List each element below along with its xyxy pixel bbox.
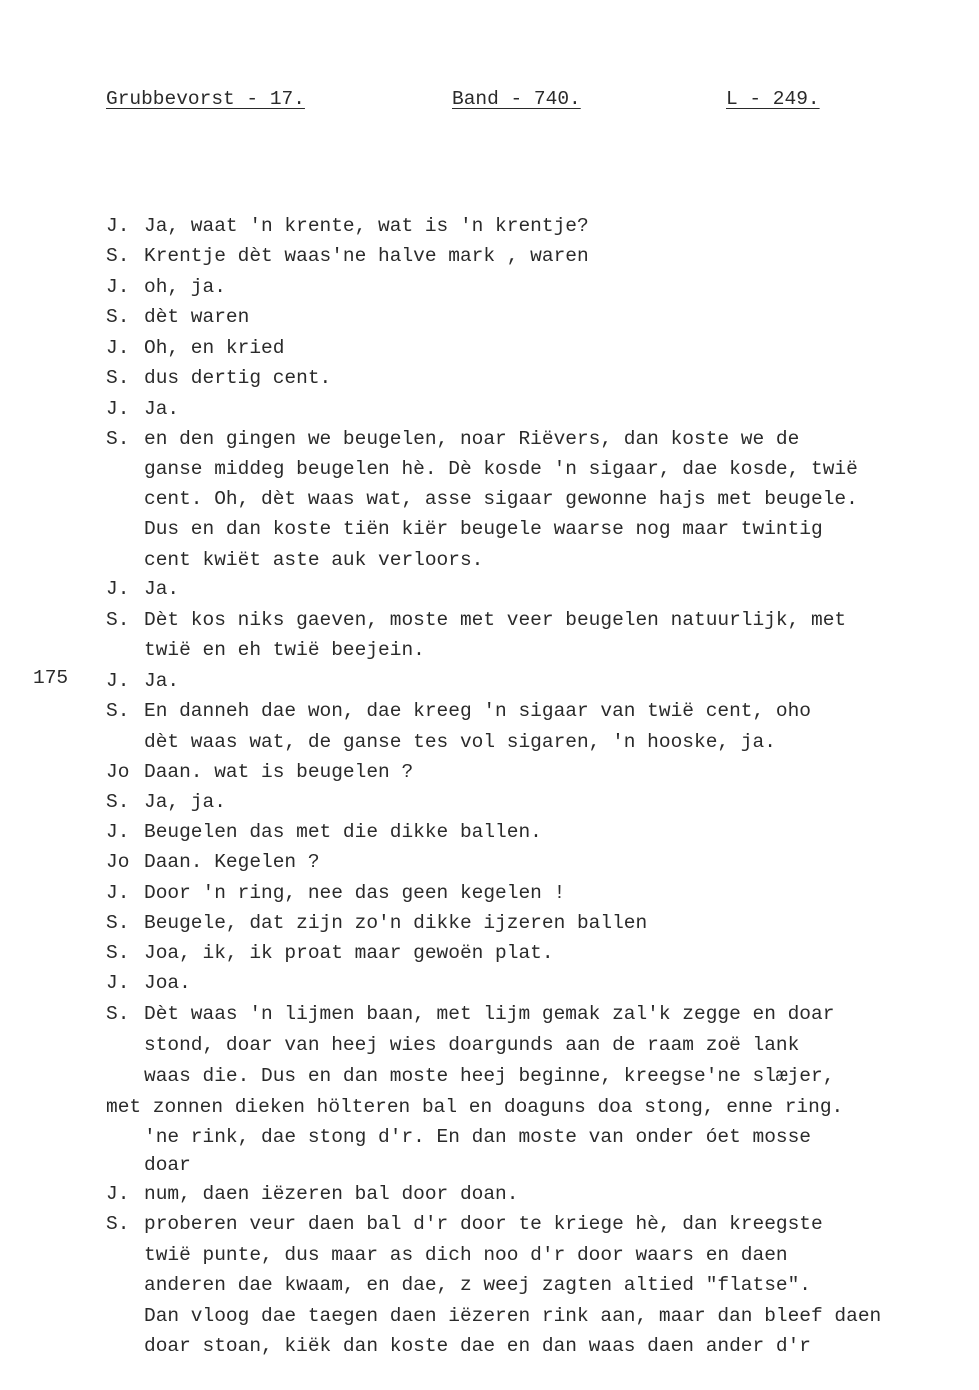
utterance-text: Ja, waat 'n krente, wat is 'n krentje? — [144, 215, 589, 237]
utterance-text: Ja, ja. — [144, 791, 226, 813]
speaker-label: J. — [106, 398, 130, 420]
utterance-text: Ja. — [144, 398, 180, 420]
utterance-text: num, daen iëzeren bal door doan. — [144, 1183, 519, 1205]
utterance-text: Beugele, dat zijn zo'n dikke ijzeren ballen — [144, 912, 648, 934]
utterance-continuation: cent kwiët aste auk verloors. — [144, 549, 484, 571]
speaker-label: S. — [106, 609, 130, 631]
utterance-continuation: met zonnen dieken hölteren bal en doaguns doa stong, enne ring. — [106, 1096, 844, 1118]
header-page: L - 249. — [726, 88, 820, 110]
utterance-continuation: twië en eh twië beejein. — [144, 639, 425, 661]
utterance-continuation: Dus en dan koste tiën kiër beugele waarse nog maar twintig — [144, 518, 823, 540]
speaker-label: S. — [106, 245, 130, 267]
utterance-text: Ja. — [144, 578, 180, 600]
utterance-text: Door 'n ring, nee das geen kegelen ! — [144, 882, 566, 904]
utterance-text: Krentje dèt waas'ne halve mark , waren — [144, 245, 589, 267]
speaker-label: S. — [106, 791, 130, 813]
speaker-label: S. — [106, 428, 130, 450]
utterance-text: Dèt kos niks gaeven, moste met veer beugelen natuurlijk, met — [144, 609, 847, 631]
speaker-label: S. — [106, 367, 130, 389]
speaker-label: J. — [106, 215, 130, 237]
utterance-continuation: 'ne rink, dae stong d'r. En dan moste van onder óet mosse — [144, 1126, 812, 1148]
speaker-label: S. — [106, 306, 130, 328]
utterance-continuation: Dan vloog dae taegen daen iëzeren rink aan, maar dan bleef daen — [144, 1305, 882, 1327]
speaker-label: J. — [106, 670, 130, 692]
utterance-continuation: doar — [144, 1154, 191, 1176]
utterance-text: en den gingen we beugelen, noar Riëvers, dan koste we de — [144, 428, 800, 450]
utterance-text: proberen veur daen bal d'r door te kriege hè, dan kreegste — [144, 1213, 823, 1235]
speaker-label: S. — [106, 912, 130, 934]
utterance-text: Beugelen das met die dikke ballen. — [144, 821, 542, 843]
utterance-continuation: ganse middeg beugelen hè. Dè kosde 'n sigaar, dae kosde, twië — [144, 458, 858, 480]
header-tape: Band - 740. — [452, 88, 581, 110]
utterance-text: Oh, en kried — [144, 337, 285, 359]
utterance-continuation: cent. Oh, dèt waas wat, asse sigaar gewonne hajs met beugele. — [144, 488, 858, 510]
utterance-text: dus dertig cent. — [144, 367, 332, 389]
speaker-label: J. — [106, 972, 130, 994]
utterance-text: Daan. wat is beugelen ? — [144, 761, 414, 783]
speaker-label: J. — [106, 578, 130, 600]
speaker-label: J. — [106, 1183, 130, 1205]
speaker-label: J. — [106, 821, 130, 843]
utterance-continuation: dèt waas wat, de ganse tes vol sigaren, 'n hooske, ja. — [144, 731, 776, 753]
utterance-continuation: doar stoan, kiëk dan koste dae en dan waas daen ander d'r — [144, 1335, 812, 1357]
utterance-text: Daan. Kegelen ? — [144, 851, 320, 873]
margin-line-number: 175 — [33, 667, 69, 689]
utterance-text: Joa, ik, ik proat maar gewoën plat. — [144, 942, 554, 964]
utterance-text: Ja. — [144, 670, 180, 692]
utterance-continuation: waas die. Dus en dan moste heej beginne, kreegse'ne slæjer, — [144, 1065, 835, 1087]
header-location: Grubbevorst - 17. — [106, 88, 305, 110]
utterance-text: dèt waren — [144, 306, 250, 328]
speaker-label: J. — [106, 276, 130, 298]
speaker-label: S. — [106, 942, 130, 964]
speaker-label: J. — [106, 337, 130, 359]
speaker-label: Jo — [106, 851, 130, 873]
speaker-label: S. — [106, 1213, 130, 1235]
speaker-label: Jo — [106, 761, 130, 783]
utterance-text: Dèt waas 'n lijmen baan, met lijm gemak zal'k zegge en doar — [144, 1003, 835, 1025]
utterance-continuation: stond, doar van heej wies doargunds aan de raam zoë lank — [144, 1034, 800, 1056]
utterance-text: oh, ja. — [144, 276, 226, 298]
utterance-continuation: twië punte, dus maar as dich noo d'r door waars en daen — [144, 1244, 788, 1266]
utterance-continuation: anderen dae kwaam, en dae, z weej zagten altied "flatse". — [144, 1274, 812, 1296]
speaker-label: J. — [106, 882, 130, 904]
speaker-label: S. — [106, 700, 130, 722]
utterance-text: En danneh dae won, dae kreeg 'n sigaar van twië cent, oho — [144, 700, 812, 722]
utterance-text: Joa. — [144, 972, 191, 994]
speaker-label: S. — [106, 1003, 130, 1025]
